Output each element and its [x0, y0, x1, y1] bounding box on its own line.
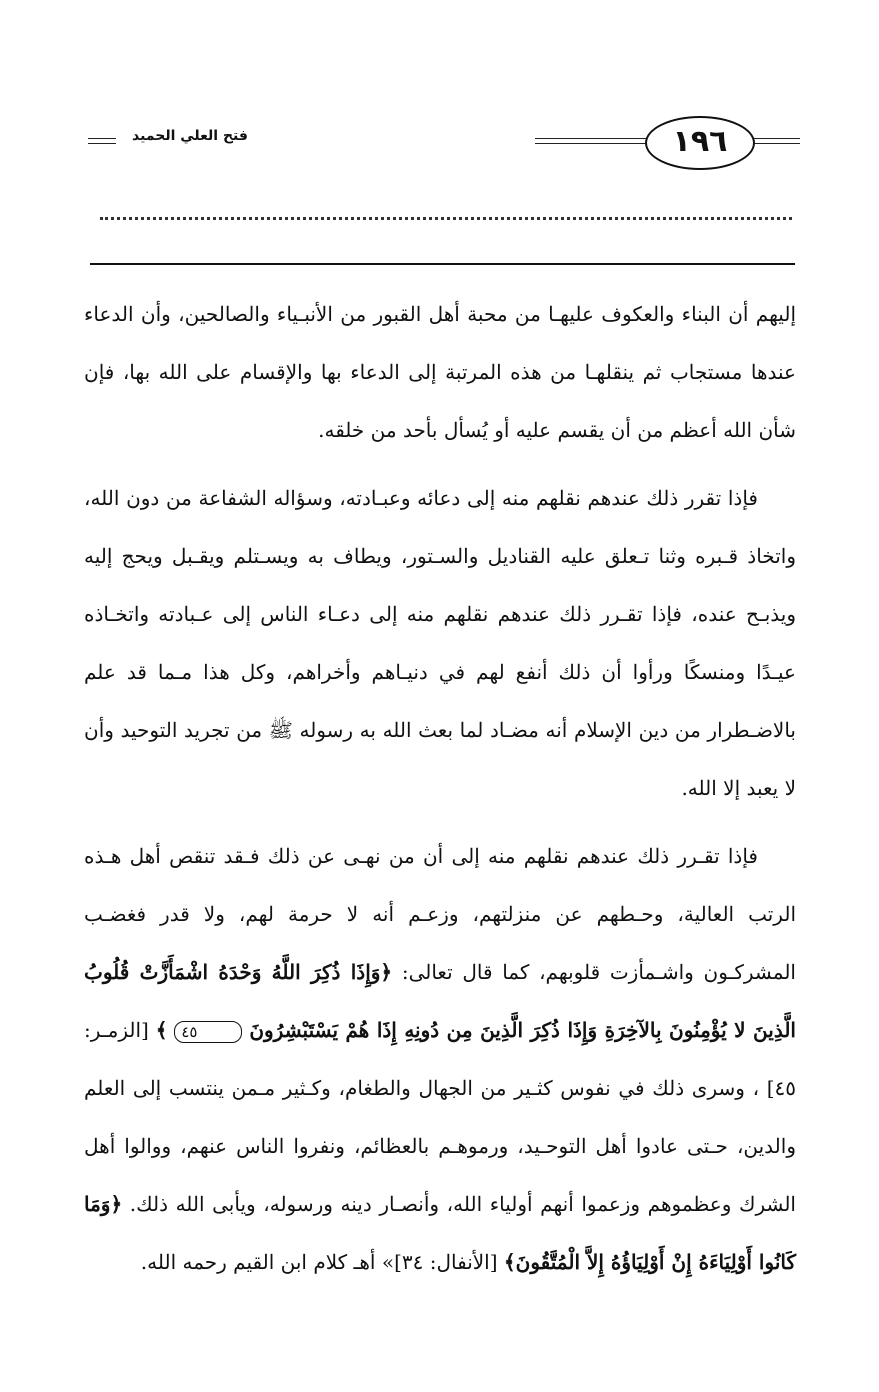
paragraph-3	[84, 827, 796, 1291]
text-segment: فإذا تقـرر ذلك عندهم نقلهم منه إلى أن من نهـى عن ذلك فـقد تنقص أهل هـذه الرتب العالية، وحـطهم عن منزلتهم، وزعـم أنه لا حرمة لهم، ولا قدر فغضـب المشركـون واشـمأزت قلوبهم، كما قال تعالى:	[84, 844, 796, 984]
quran-verse-close: ﴾	[155, 1018, 168, 1042]
quran-verse-zumar: ﴿وَإِذَا ذُكِرَ اللَّهُ وَحْدَهُ اشْمَأَزَّتْ قُلُوبُ الَّذِينَ لا يُؤْمِنُونَ بِالآخِرَةِ وَإِذَا ذُكِرَ الَّذِينَ مِن دُونِهِ إِذَا هُمْ يَسْتَبْشِرُونَ	[84, 960, 796, 1042]
text-segment: إليهم أن البناء والعكوف عليهـا من محبة أهل القبور من الأنبـياء والصالحين، وأن الدعاء عندها مستجاب ثم ينقلهـا من هذه المرتبة إلى الدعاء بها والإقسام على الله بها، فإن شأن الله أعظم من أن يقسم عليه أو يُسأل بأحد من خلقه.	[84, 302, 796, 442]
dotted-separator	[100, 200, 792, 220]
text-segment: فإذا تقرر ذلك عندهم نقلهم منه إلى دعائه وعبـادته، وسؤاله الشفاعة من دون الله، واتخاذ قـبره وثنا تـعلق عليه القناديل والسـتور، ويطاف به ويسـتلم ويقـبل ويحج إليه ويذبـح عنده، فإذا تقـرر ذلك عندهم نقلهم منه إلى دعـاء الناس إلى عـبادته واتخـاذه عيـدًا ومنسكًا ورأوا أن ذلك أنفع لهم في دنيـاهم وأخراهم، وكل هذا مـما قد علم بالاضـطرار من دين الإسلام أنه مضـاد لما بعث الله به رسوله ﷺ من تجريد التوحيد وأن لا يعبد إلا الله.	[84, 486, 796, 800]
paragraph-2	[84, 469, 796, 817]
header-rule-left	[88, 138, 116, 144]
page-header	[80, 108, 800, 176]
ayah-number-mark: ٤٥	[174, 1021, 242, 1043]
paragraph-1	[84, 285, 796, 459]
page-number: ١٩٦	[645, 116, 755, 170]
text-segment: [الأنفال: ٣٤]» أهـ كلام ابن القيم رحمه الله.	[140, 1250, 498, 1274]
text-segment: [الزمـر: ٤٥] ، وسرى ذلك في نفوس كثـير من الجهال والطغام، وكـثير مـمن ينتسب إلى العلم والدين، حـتى عادوا أهل التوحـيد، ورموهـم بالعظائم، ونفروا الناس عنهم، ووالوا أهل الشرك وعظموهم وزعموا أنهم أولياء الله، وأنصـار دينه ورسوله، ويأبى الله ذلك.	[84, 1018, 796, 1216]
solid-separator	[90, 263, 795, 265]
quran-verse-anfal: ﴿وَمَا كَانُوا أَوْلِيَاءَهُ إِنْ أَوْلِيَاؤُهُ إِلاَّ الْمُتَّقُونَ﴾	[84, 1192, 796, 1274]
page-body	[84, 285, 796, 1301]
book-title: فتح العلي الحميد	[132, 128, 248, 144]
